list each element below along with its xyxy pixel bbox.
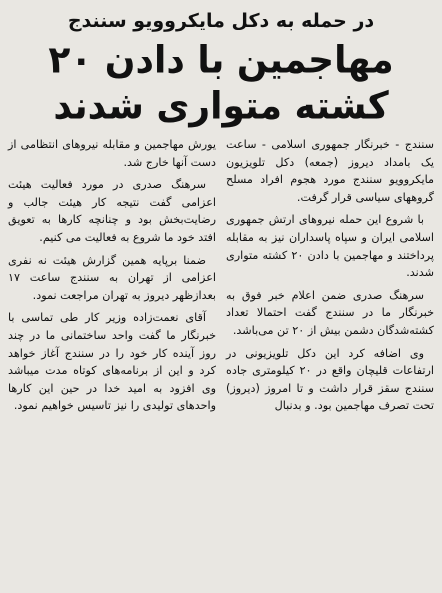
paragraph: یورش مهاجمین و مقابله نیروهای انتظامی از دست آنها خارج شد.	[8, 138, 216, 169]
article-body	[8, 136, 434, 420]
paragraph: سرهنگ صدری ضمن اعلام خبر فوق به خبرنگار ما در سنندج گفت احتمالا تعداد کشته‌شدگان دشمن بیش از ۲۰ تن می‌باشد.	[226, 288, 434, 337]
paragraph: وی اضافه کرد این دکل تلویزیونی در ارتفاعات قلیچان واقع در ۲۰ کیلومتری جاده سنندج سقز قرار داشت و تا امروز (دیروز) تحت تصرف مهاجمین بود. و بدنبال	[226, 346, 434, 413]
paragraph: ضمنا برپایه همین گزارش هیئت نه نفری اعزامی از تهران به سنندج ساعت ۱۷ بعدازظهر دیروز به تهران مراجعت نمود.	[8, 253, 216, 302]
paragraph: با شروع این حمله نیروهای ارتش جمهوری اسلامی ایران و سپاه پاسداران نیز به مقابله پرداختند و مهاجمین با دادن ۲۰ کشته متواری شدند.	[226, 213, 434, 280]
headline-line-2: کشته متواری شدند	[53, 84, 389, 128]
paragraph: آقای نعمت‌زاده وزیر کار طی تماسی با خبرنگار ما گفت واحد ساختمانی ما در چند روز آینده کار خود را در سنندج آغاز خواهد کرد و این از برنامه‌های کوتاه مدت میباشد وی افزود به امید خدا در حین این کارها واحدهای تولیدی را نیز تاسیس خواهیم نمود.	[8, 311, 216, 413]
article-kicker: در حمله به دکل مایکروویو سنندج	[67, 10, 375, 32]
right-column	[226, 136, 434, 420]
paragraph: سرهنگ صدری در مورد فعالیت هیئت اعزامی گفت نتیجه کار هیئت جالب و رضایت‌بخش بود و چنانچه کارها به تعویق افتد خود ما شروع به فعالیت می کنیم.	[8, 178, 216, 244]
headline-line-1: مهاجمین با دادن ۲۰	[48, 38, 394, 82]
left-column	[8, 136, 216, 420]
paragraph: سنندج - خبرنگار جمهوری اسلامی - ساعت یک بامداد دیروز (جمعه) دکل تلویزیون مایکروویو سنندج مورد هجوم افراد مسلح گروههای سیاسی قرار گرفت.	[226, 138, 434, 204]
